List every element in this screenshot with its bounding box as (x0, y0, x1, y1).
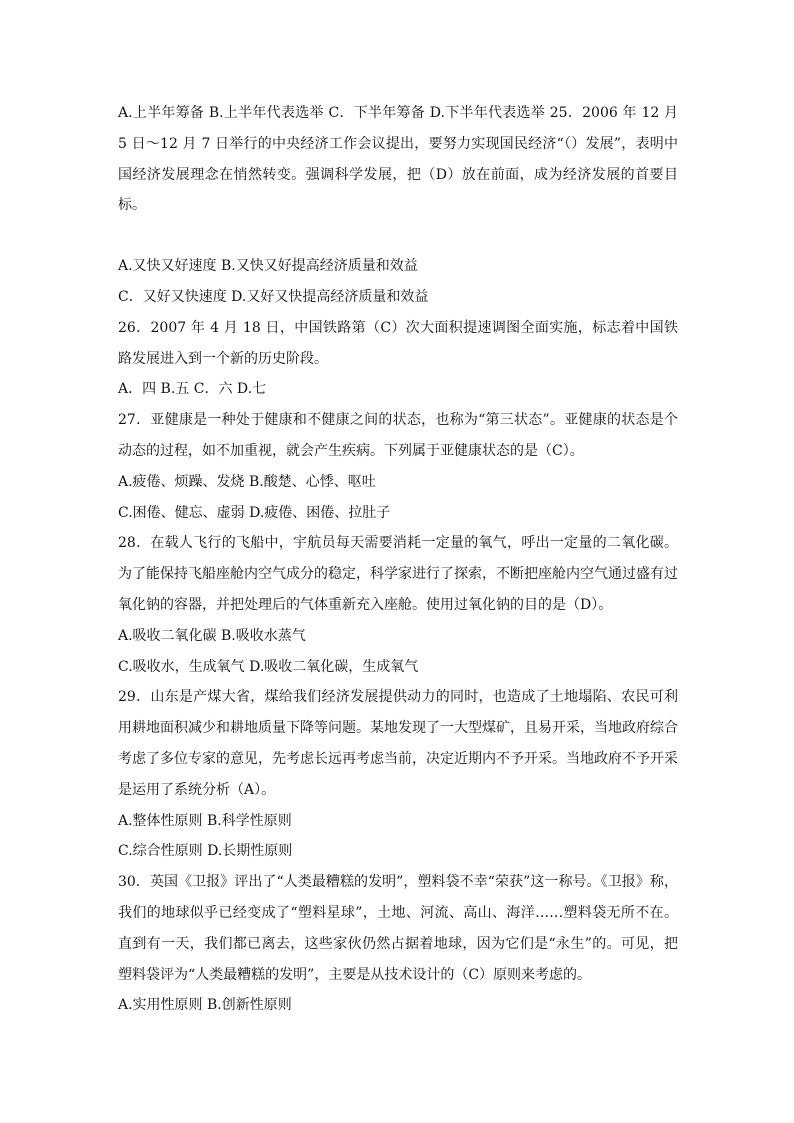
q29-options-ab: A.整体性原则 B.科学性原则 (118, 812, 292, 829)
q26-options: A．四 B.五 C．六 D.七 (118, 381, 267, 398)
q27-options-cd: C.困倦、健忘、虚弱 D.疲倦、困倦、拉肚子 (118, 504, 391, 521)
question-30: 30．英国《卫报》评出了“人类最糟糕的发明”，塑料袋不幸“荣获”这一称号。《卫报》称， 我们的地球似乎已经变成了“塑料星球”，土地、河流、高山、海洋……塑料袋无所不在。直到有一天，我们都已离去，这些家伙仍然占据着地球，因为它们是“永生”的。可见，把塑料袋评为“人类最糟糕的发明”，主要是从技术设计的（C）原则来考虑的。 (118, 874, 683, 983)
question-28: 28．在载人飞行的飞船中，宇航员每天需要消耗一定量的氧气，呼出一定量的二氧化碳。为了能保持飞船座舱内空气成分的稳定，科学家进行了探索，不断把座舱内空气通过盛有过氧化钠的容器，并把处理后的气体重新充入座舱。使用过氧化钠的目的是（D）。 (118, 535, 678, 613)
q27-options-ab: A.疲倦、烦躁、发烧 B.酸楚、心悸、呕吐 (118, 473, 376, 490)
q25-options-ab: A.又快又好速度 B.又快又好提高经济质量和效益 (118, 258, 418, 275)
q25-options-cd: C．又好又快速度 D.又好又快提高经济质量和效益 (118, 288, 429, 305)
paragraph-gap (118, 221, 678, 251)
q28-options-ab: A.吸收二氧化碳 B.吸收水蒸气 (118, 627, 306, 644)
question-26: 26．2007 年 4 月 18 日，中国铁路第（C）次大面积提速调图全面实施，标志着中国铁路发展进入到一个新的历史阶段。 (118, 319, 678, 367)
q28-options-cd: C.吸收水，生成氧气 D.吸收二氧化碳，生成氧气 (118, 658, 419, 675)
q29-options-cd: C.综合性原则 D.长期性原则 (118, 843, 293, 860)
question-27: 27．亚健康是一种处于健康和不健康之间的状态，也称为“第三状态”。亚健康的状态是个动态的过程，如不加重视，就会产生疾病。下列属于亚健康状态的是（C）。 (118, 412, 678, 459)
q30-options-ab: A.实用性原则 B.创新性原则 (118, 997, 292, 1014)
document-page (118, 98, 683, 1021)
question-29: 29．山东是产煤大省，煤给我们经济发展提供动力的同时，也造成了土地塌陷、农民可利用耕地面积减少和耕地质量下降等问题。某地发现了一大型煤矿，且易开采，当地政府综合考虑了多位专家的意见，先考虑长远再考虑当前，决定近期内不予开采。当地政府不予开采是运用了系统分析（A）。 (118, 689, 678, 798)
paragraph-q24-options-q25: A.上半年筹备 B.上半年代表选举 C．下半年筹备 D.下半年代表选举 25．2006 年 12 月 5 日～12 月 7 日举行的中央经济工作会议提出，要努力实现国民经济“（）发展”，表明中国经济发展理念在悄然转变。强调科学发展，把（D）放在前面，成为经济发展的首要目标。 (118, 105, 683, 214)
